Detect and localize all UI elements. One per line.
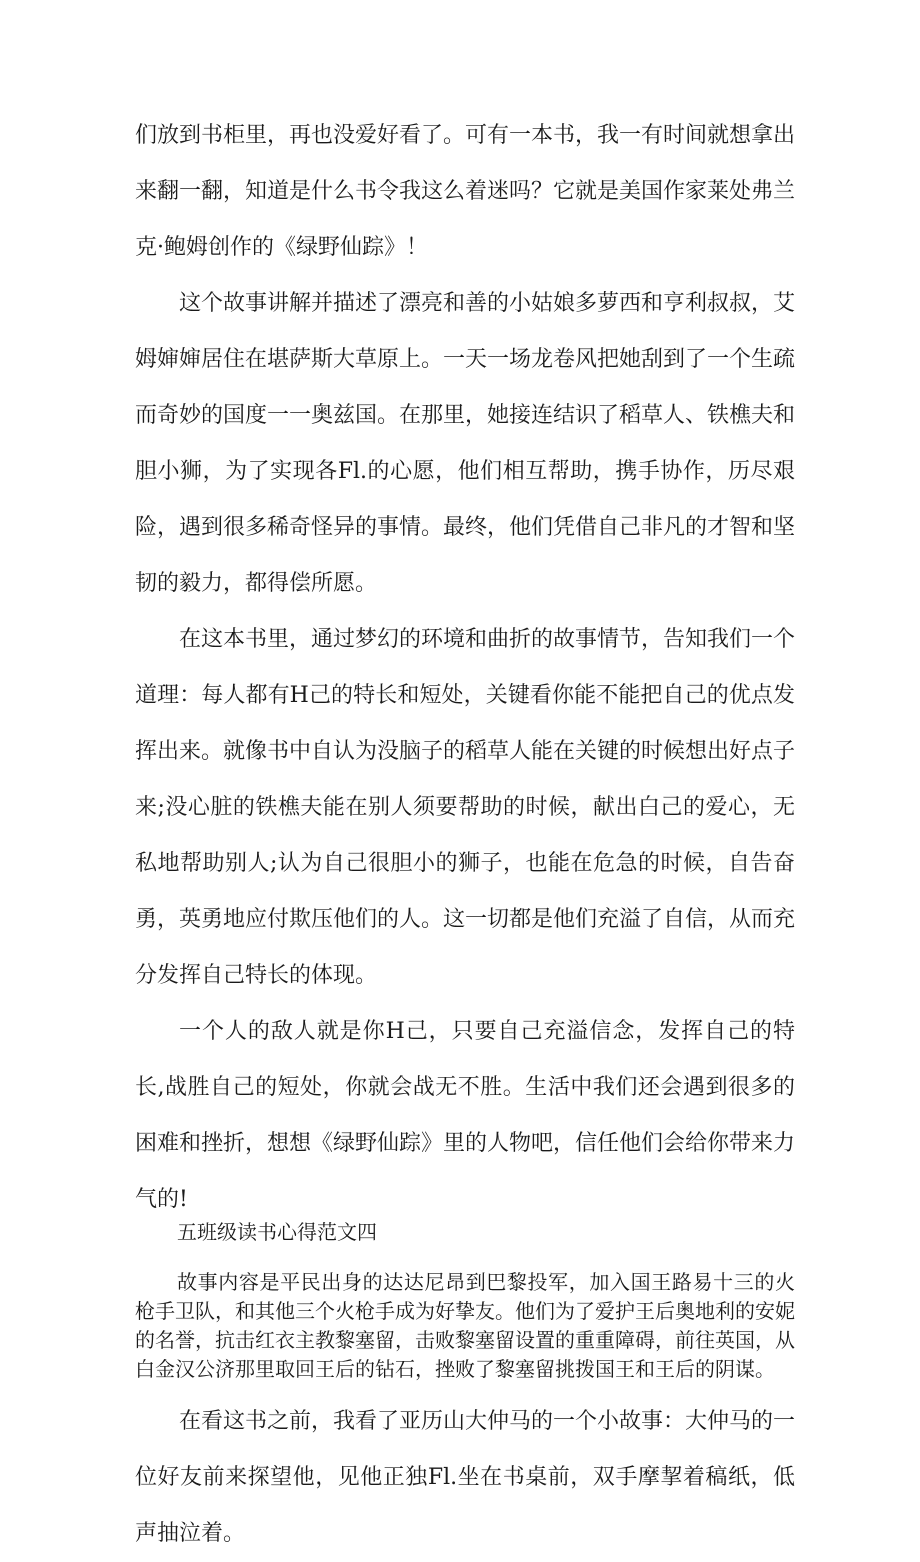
paragraph-story-summary: 这个故事讲解并描述了漂亮和善的小姑娘多萝西和亨利叔叔，艾姆婶婶居住在堪萨斯大草原上。一天一场龙卷风把她刮到了一个生疏而奇妙的国度一一奥兹国。在那里，她接连结识了稻草人、铁樵夫和胆小狮，为了实现各Fl.的心愿，他们相互帮助，携手协作，历尽艰险，遇到很多稀奇怪异的事情。最终，他们凭借自己非凡的才智和坚韧的毅力，都得偿所愿。 [135, 291, 796, 596]
paragraph-musketeers-summary: 故事内容是平民出身的达达尼昂到巴黎投军，加入国王路易十三的火枪手卫队，和其他三个火枪手成为好挚友。他们为了爱护王后奥地利的安妮的名誉，抗击红衣主教黎塞留，击败黎塞留设置的重重障碍，前往英国，从白金汉公济那里取回王后的钻石，挫败了黎塞留挑拨国王和王后的阴谋。 [135, 1270, 795, 1381]
paragraph-dumas-anecdote: 在看这书之前，我看了亚历山大仲马的一个小故事：大仲马的一位好友前来探望他，见他正独Fl.坐在书桌前，双手摩挈着稿纸，低声抽泣着。 [135, 1409, 796, 1546]
paragraph-lesson: 在这本书里，通过梦幻的环境和曲折的故事情节，告知我们一个道理：每人都有H己的特长和短处，关键看你能不能把自己的优点发挥出来。就像书中自认为没脑子的稻草人能在关键的时候想出好点子来;没心脏的铁樵夫能在别人须要帮助的时候，献出白己的爱心，无私地帮助别人;认为自己很胆小的狮子，也能在危急的时候，自告奋勇，英勇地应付欺压他们的人。这一切都是他们充溢了自信，从而充分发挥自己特长的体现。 [135, 627, 796, 988]
paragraph-continuation: 们放到书柜里，再也没爱好看了。可有一本书，我一有时间就想拿出来翻一翻，知道是什么书令我这么着迷吗？它就是美国作家莱处弗兰克·鲍姆创作的《绿野仙踪》！ [135, 123, 796, 260]
document-page [135, 108, 795, 1562]
paragraph-conclusion: 一个人的敌人就是你H己，只要自己充溢信念，发挥自己的特长,战胜自己的短处，你就会战无不胜。生活中我们还会遇到很多的困难和挫折，想想《绿野仙踪》里的人物吧，信任他们会给你带来力气的! [135, 1019, 796, 1212]
section-heading: 五班级读书心得范文四 [177, 1220, 377, 1244]
